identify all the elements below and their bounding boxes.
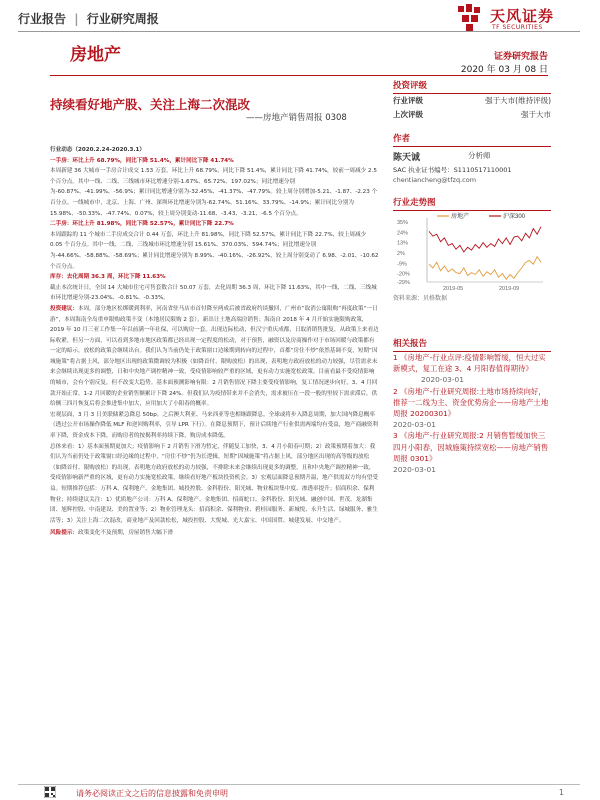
footer-disclaimer: 请务必阅读正文之后的信息披露和免责申明 [76,789,228,798]
rating-block [393,95,551,120]
industry-rating-value: 强于大市(维持评级) [485,96,551,105]
company-logo-icon [458,4,484,32]
y-tick-label: 13% [397,240,409,247]
x-tick-label: 2019-09 [499,286,520,292]
body-paragraph-second-hand: 本周跟踪的 11 个城市二手房成交合计 0.44 万套，环比上升 81.98%，同比下降 52.57%，累计同比下降 22.7%，较上周减少 0.05 个百分点。其中一线、二线、三线城市环比增速分别 15.61%、370.03%、594.74%；同比增速分别为-44.66%、-58.88%、-58.69%；累计同比增速分别为 8.99%、-40.16%、-26.92%，较上周分别变动了 6.98、-2.01、-10.62 个百分点。 [50,231,379,270]
body-heading-dynamics: 行业动态（2020.2.24-2020.3.1） [50,147,145,153]
prev-rating-value: 强于大市 [521,110,551,119]
legend-label-csi300: 沪深300 [503,214,526,220]
header-divider [18,31,580,32]
analyst-email[interactable]: chentiancheng@tfzq.com [393,176,477,184]
analyst-block [393,150,551,184]
breadcrumb-separator: | [74,12,79,26]
risk-text: 政策变化不及预期，房屋销售大幅下滑 [77,530,174,537]
y-tick-label: 35% [397,220,409,226]
analyst-name: 陈天诚 [393,153,421,163]
body-heading-second-hand: 二手房：环比上升 81.98%，同比下降 52.57%，累计同比下降 22.7% [50,221,234,228]
trend-header: 行业走势图 [393,196,551,211]
related-report-link[interactable]: 1 《房地产-行业点评:疫情影响暂缓，恒大过实新模式，复工在途 3、4 月阳春值得期待》 [393,353,546,374]
related-report-date: 2020-03-01 [393,420,436,430]
y-tick-label: -9% [397,261,407,268]
related-header: 相关报告 [393,337,551,352]
body-paragraph-macro: 宏观层面，3 月 3 日美联储紧急降息 50bp。之后澳大利亚、马来西亚等也相继跟降息。全球或将步入降息周期，加大国内降息概率（透过公开市场操作降低 MLF 和逆回购利率，引导 LPR 下行）。在降息预期下，预计后续地产行业供需两端均有受益，地产商融资利率下降，资金成本下降，而购房者的按揭利率持续下降，购房成本降低。 [50,411,378,440]
related-report-date: 2020-03-01 [421,375,464,385]
analyst-header: 作者 [393,132,551,147]
body-heading-inventory: 库存：去化周期 36.3 周，环比下降 11.63% [50,274,166,281]
breadcrumb-report: 行业报告 [18,12,67,26]
report-subtitle: ——房地产销售周报 0308 [246,113,347,123]
company-logo-subtext: TF SECURITIES [492,24,543,31]
body-paragraph-inventory: 截止本次统计日，全国 14 大城市住宅可售套数合计 50.07 万套，去化周期 36.3 周，环比下降 11.63%，其中一线、二线、三线城市环比增速分别-23.04%、-0.81%、-0.33%。 [50,284,377,302]
series-line-real-estate [429,257,541,280]
y-tick-label: -20% [397,271,410,278]
body-paragraph-new-home: 本周新建 36 大城市一手房合计成交 1.53 万套，环比上升 68.79%，同比下降 51.4%，累计同比下降 41.74%，较前一周减少 2.5 个百分点。其中一线、二线、三线城市环比增速分别-1.67%、65.72%、197.02%；同比增速分别为-60.87%、-41.99%、-56.9%；累计同比增速分别为-32.45%、-41.37%、-47.79%。较上周分别增加-5.21、-1.87、-2.23 个百分点。一线城市中，北京、上海、广州、深圳环比增速分别为-62.74%、51.16%、33.79%、-14.9%；累计同比分别为 15.98%、-50.33%、-47.74%、0.07%，较上周分别变动-11.68、-3.43、-3.21、-6.5 个百分点。 [50,168,378,217]
y-tick-label: 2% [397,250,405,257]
page-number: 1 [558,788,564,797]
prev-rating-label: 上次评级 [393,110,423,119]
legend-label-real-estate: 房地产 [451,214,470,220]
body-paragraph-summary: 总体来看：1）基本面预期更加大；疫情影响下 2 月销售下滑为暂定，伴随复工加快，3、4 月小阳春可期；2）政策预期着加大：我们认为当前仍处于政策窗口经边缘的过程中，“房住不炒”仍为长逻辑，短期“因城施策”将占据上风，部分地区出现的高等级的放松（如降首付、限购放松）的出现，表明地方政府放松的动力较强，不排除未来会继续出现更多的调整，且和中央地产调控精神一致，受疫情影响新严重的区域，更有动力实施宽松政策，继续看好地产板块投资机会。3）宏观层面降息预期升温，地产供需双方均有望受益。短期推荐包括：万科 A、保利地产、金地集团、城投控股、金科股份、阳光城、物业板块集中度、渗透率提升；招商积余、保利物业；持续建议关注：1）优质地产公司：万科 A、保利地产、金地集团、招商蛇口、金科股份、阳光城、融创中国、世茂、龙湖集团、旭辉控股、中南建设、美的置业等；2）物业管理龙头：招商积余、保利物业、碧桂园服务、新城悦、永升生活、绿城服务、雅生活等；3）关注上海二次混改，商业地产及回款松松，城投控股、大悦城、光大嘉宝、中国国贸、城建发展、中交地产。 [50,443,378,524]
company-logo-text: 天风证券 [490,7,555,25]
title-divider [50,75,548,76]
body-heading-new-home: 一手房：环比上升 68.79%，同比下降 51.4%，累计同比下降 41.74% [50,157,234,164]
chart-source: 资料来源：贝格数据 [393,295,448,302]
report-body [50,145,380,539]
report-title: 持续看好地产股、关注上海二次混改 [50,97,251,112]
breadcrumb [18,10,159,27]
body-paragraph-investment: 本周，部分地区松绑暖到利率，河南省驻马店市首付降至两成后被省政府约谈撤回，广州市“取消公寓限购”再度政策“一日游”，本周海南全岛重申限购政策不变（本地居民限购 2 套）。新出让土地高端房销售；海南自 2018 年 4 月开始实施限购政策，2019 年 10 月三亚工作集一年以前满一年社保，可以购房一套。出现边际松动，但汉宁重庆成都，日取消销售批复，从政策上来看边际收紧。但另一方面，可以看到多地市地区政策都已经出现一定程度的松动，对于预售，融资以及房商操作对于市场回暖与政策都有一定的暗示，放松的政策会继续出台。我们认为当前仍处于政策窗口边缘期到转向的过程中，首都“房住不炒”依然基调不变，短期“因城施策”将占据上风，部分地区出现的政策微调较为积极（如降首付、限购放松）的出现，表明地方政府放松的动力较强，尽管需求未来会继续出现更多的调整，日和中央地产调控精神一致，受疫情影响较严重的区域，更有动力实施宽松政策。目前看最不受疫情影响的城市，会有个别反复，但不改变大趋势。基本面预测影响有限：2 月销售情况下降主要受疫情影响，复工情况逐步向好，3、4 月回款开始正常，1-2 月回暖的企业销售额累计下降 24%。但我们认为疫情带来并不会消失，需求被压在一段一般的里较下需求滞后，供给侧三四月恢复后将会推进集中加大，应用加大了小阳春的概率。 [50,305,379,408]
sector-title: 房地产 [70,45,121,65]
y-tick-label: -29% [397,280,410,286]
related-report-link[interactable]: 2 《房地产-行业研究周报:土地市场持续向好，推荐一二线为主、资金优势房企——房地产土地周报 20200301》 [393,386,549,419]
x-tick-label: 2019-05 [443,286,464,292]
risk-label: 风险提示： [50,530,78,537]
body-heading-investment: 投资建议： [50,305,78,312]
analyst-role: 分析师 [468,151,491,160]
report-date: 2020 年 03 月 08 日 [460,65,548,75]
rating-header: 投资评级 [393,79,551,94]
related-reports-list [393,352,551,475]
industry-trend-chart [393,210,551,292]
breadcrumb-weekly: 行业研究周报 [86,12,159,26]
series-line-csi300 [429,227,541,252]
y-tick-label: 24% [397,230,409,237]
industry-rating-label: 行业评级 [393,96,423,105]
report-type: 证券研究报告 [493,52,548,62]
footer-divider [18,784,580,785]
analyst-sac: SAC 执业证书编号：S1110517110001 [393,166,512,174]
chart-legend [437,212,526,220]
related-report-date: 2020-03-01 [393,465,436,475]
related-report-link[interactable]: 3 《房地产-行业研究周报:2 月销售暂缓加快三四月小阳春，因城施策持续宽松——房地产销售周报 0301》 [393,431,549,463]
qr-code-icon [44,786,56,798]
